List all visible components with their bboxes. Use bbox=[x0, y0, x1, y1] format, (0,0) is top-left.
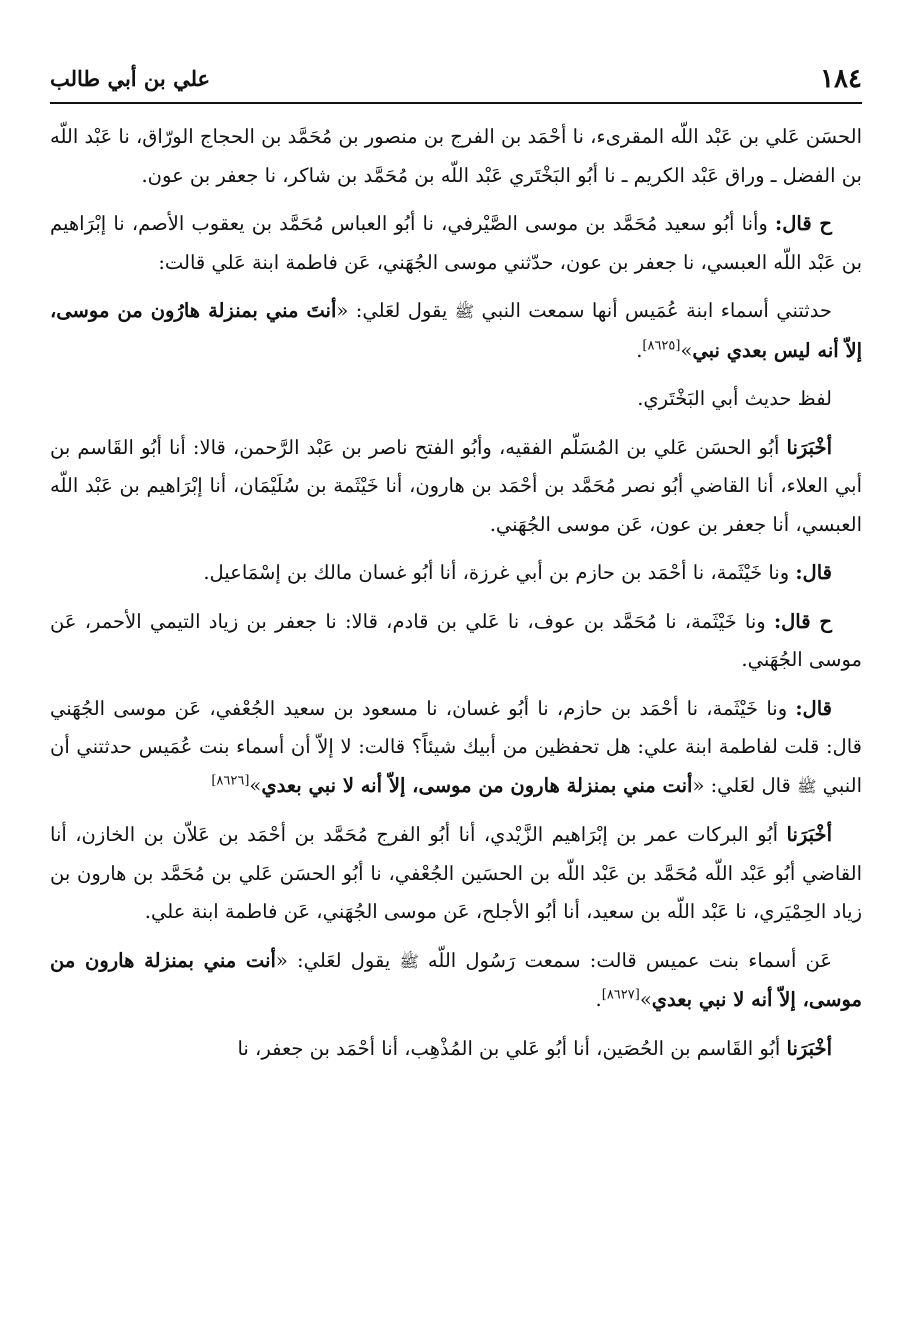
paragraph bbox=[50, 205, 862, 282]
text-segment: أبُو البركات عمر بن إبْرَاهيم الزَّيْدي، أنا أبُو الفرج مُحَمَّد بن أحْمَد بن عَلاّن بن الخازن، أنا القاضي أبُو عَبْد اللّه مُحَمَّد بن عَبْد اللّه بن الحسَين الجُعْفي، نا أبُو الحسَن عَلي بن مُحَمَّد بن هارون بن زياد الحِمْيَري، نا عَبْد اللّه بن سعيد، أنا أبُو الأجلح، عَن موسى الجُهَني، عَن فاطمة ابنة علي. bbox=[50, 823, 862, 923]
text-segment: ونا خَيْثَمة، نا أحْمَد بن حازم، نا أبُو غسان، نا مسعود بن سعيد الجُعْفي، عَن موسى الجُهَني قال: قلت لفاطمة ابنة علي: هل تحفظين من أبيك شيئاً؟ قالت: لا إلاّ أن أسماء بنت عُمَيس حدثتني أن النبي bbox=[50, 696, 862, 797]
text-segment: يقول لعَلي: « bbox=[275, 948, 400, 972]
text-segment: » bbox=[249, 773, 262, 797]
paragraph bbox=[50, 118, 862, 195]
isnad-lead: أخْبَرَنا bbox=[786, 435, 832, 459]
isnad-lead: ح قال: bbox=[773, 609, 832, 633]
text-segment: ونا خَيْثَمة، نا مُحَمَّد بن عوف، نا عَلي بن قادم، قالا: نا جعفر بن زياد التيمي الأحمر، عَن موسى الجُهَني. bbox=[50, 609, 862, 671]
paragraph bbox=[50, 554, 862, 593]
text-segment: أبُو الحسَن عَلي بن المُسَلّم الفقيه، وأبُو الفتح ناصر بن عَبْد الرَّحمن، قالا: أنا أبُو القَاسم بن أبي العلاء، أنا القاضي أبُو نصر مُحَمَّد بن أحْمَد بن هارون، أنا خَيْثَمة بن سُلَيْمَان، أنا إبْرَاهيم بن عَبْد اللّه العبسي، أنا جعفر بن عون، عَن موسى الجُهَني. bbox=[50, 435, 862, 536]
text-segment: عَن أسماء بنت عميس قالت: سمعت رَسُول اللّه bbox=[418, 948, 833, 972]
hadith-quote: أنت مني بمنزلة هارون من موسى، إلاّ أنه لا نبي بعدي bbox=[261, 773, 693, 797]
text-segment: قال لعَلي: « bbox=[692, 773, 798, 797]
text-segment: حدثتني أسماء ابنة عُمَيس أنها سمعت النبي bbox=[474, 299, 832, 322]
hadith-quote: أنتَ مني بمنزلة هارُون من موسى، إلاّ أنه ليس بعدي نبي bbox=[50, 299, 862, 362]
isnad-lead: قال: bbox=[795, 561, 832, 584]
hadith-number: [٨٦٢٧] bbox=[601, 987, 640, 1003]
paragraph bbox=[50, 429, 862, 545]
text-segment: . bbox=[595, 988, 602, 1011]
paragraph bbox=[50, 816, 862, 932]
text-segment: الحسَن عَلي بن عَبْد اللّه المقرىء، نا أحْمَد بن الفرج بن منصور بن مُحَمَّد بن الحجاج الورّاق، نا عَبْد اللّه بن الفضل ـ وراق عَبْد الكريم ـ نا أبُو البَخْتَري عَبْد اللّه بن مُحَمَّد بن شاكر، نا جعفر بن عون. bbox=[49, 125, 862, 187]
hadith-number: [٨٦٢٥] bbox=[642, 338, 681, 353]
text-segment: وأنا أبُو سعيد مُحَمَّد بن موسى الصَّيْرفي، نا أبُو العباس مُحَمَّد بن يعقوب الأصم، نا إبْرَاهيم بن عَبْد اللّه العبسي، نا جعفر بن عون، حدّثني موسى الجُهَني، عَن فاطمة ابنة عَلي قالت: bbox=[50, 212, 862, 274]
paragraph bbox=[50, 942, 862, 1020]
text-segment: لفظ حديث أبي البَخْتَري. bbox=[637, 387, 832, 410]
isnad-lead: أخْبَرَنا bbox=[786, 1036, 832, 1060]
text-segment: . bbox=[636, 338, 643, 362]
body-text bbox=[50, 118, 862, 1068]
text-segment: ونا خَيْثَمة، نا أحْمَد بن حازم بن أبي غرزة، أنا أبُو غسان مالك بن إسْمَاعيل. bbox=[203, 561, 796, 584]
hadith-quote: أنت مني بمنزلة هارون من موسى، إلاّ أنه لا نبي بعدي bbox=[50, 948, 862, 1011]
salutation-glyph: ﷺ bbox=[454, 302, 475, 321]
isnad-lead: أخْبَرَنا bbox=[786, 823, 832, 846]
running-title: علي بن أبي طالب bbox=[50, 66, 211, 91]
hadith-number: [٨٦٢٦] bbox=[211, 773, 250, 788]
text-segment: يقول لعَلي: « bbox=[336, 299, 455, 322]
paragraph bbox=[50, 380, 862, 419]
text-segment: » bbox=[680, 338, 693, 362]
salutation-glyph: ﷺ bbox=[399, 951, 419, 971]
page-header bbox=[50, 58, 862, 104]
salutation-glyph: ﷺ bbox=[797, 776, 817, 796]
text-segment: » bbox=[639, 988, 652, 1011]
paragraph bbox=[50, 1030, 862, 1069]
paragraph bbox=[50, 292, 862, 370]
paragraph bbox=[50, 603, 862, 680]
text-segment: أبُو القَاسم بن الحُصَين، أنا أبُو عَلي بن المُذْهِب، أنا أحْمَد بن جعفر، نا bbox=[237, 1036, 787, 1060]
paragraph bbox=[50, 690, 862, 807]
isnad-lead: ح قال: bbox=[775, 212, 832, 235]
isnad-lead: قال: bbox=[795, 696, 832, 720]
page-number: ١٨٤ bbox=[820, 64, 862, 94]
